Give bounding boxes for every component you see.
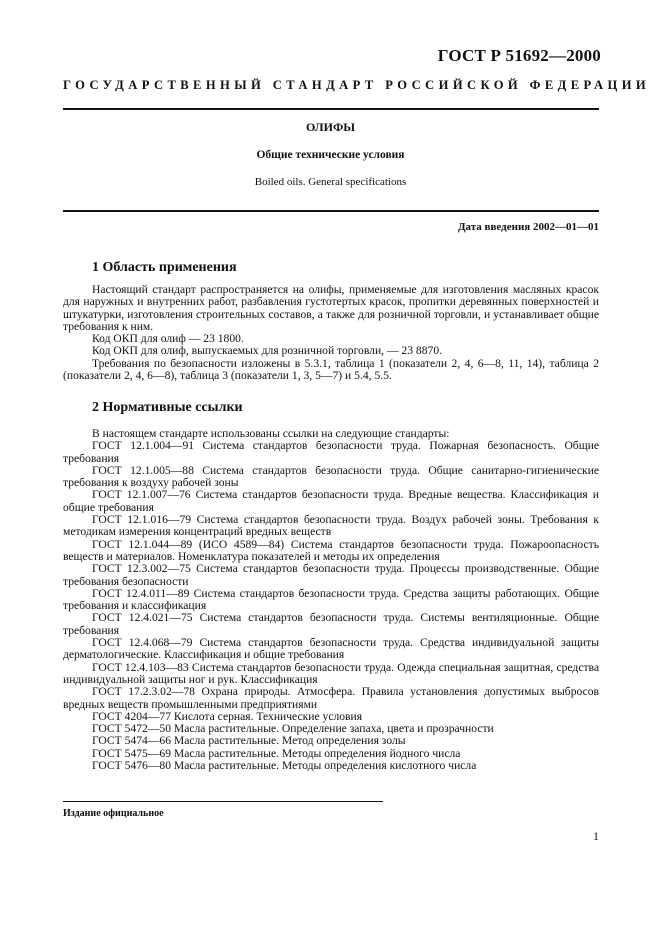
section-1-body xyxy=(63,284,599,382)
publication-note: Издание официальное xyxy=(63,808,164,819)
reference-item: ГОСТ 17.2.3.02—78 Охрана природы. Атмосфера. Правила установления допустимых выбросов вредных веществ промышленными предприятиями xyxy=(63,685,599,711)
title-divider xyxy=(63,210,599,212)
introduction-date: Дата введения 2002—01—01 xyxy=(457,221,599,233)
reference-item: ГОСТ 12.3.002—75 Система стандартов безопасности труда. Процессы производственные. Общие требования безопасности xyxy=(63,562,599,588)
reference-item: В настоящем стандарте использованы ссылки на следующие стандарты: xyxy=(92,427,450,440)
paragraph: Настоящий стандарт распространяется на олифы, применяемые для изготовления масляных красок для наружных и внутренних работ, разбавления густотертых красок, пропитки деревянных поверхностей и штукатурки, изготовления строительных составов, а также для розничной торговли, и устанавливает общие требования к ним. xyxy=(63,283,599,333)
document-code: ГОСТ Р 51692—2000 xyxy=(437,46,601,65)
page-number: 1 xyxy=(593,829,599,843)
reference-item: ГОСТ 12.1.005—88 Система стандартов безопасности труда. Общие санитарно-гигиенические требования к воздуху рабочей зоны xyxy=(63,463,599,490)
paragraph: Код ОКП для олиф, выпускаемых для розничной торговли, — 23 8870. xyxy=(92,344,443,358)
reference-item: ГОСТ 4204—77 Кислота серная. Технические условия xyxy=(92,709,363,723)
reference-item: ГОСТ 5474—66 Масла растительные. Метод определения золы xyxy=(92,734,406,748)
paragraph: Требования по безопасности изложены в 5.3.1, таблица 1 (показатели 2, 4, 6—8, 11, 14), таблица 2 (показатели 2, 4, 6—8), таблица 3 (показатели 1, 3, 5—7) и 5.4, 5.5. xyxy=(63,356,599,383)
reference-item: ГОСТ 12.4.068—79 Система стандартов безопасности труда. Средства индивидуальной защиты дерматологические. Классификация и общие требования xyxy=(63,636,599,662)
reference-item: ГОСТ 12.4.021—75 Система стандартов безопасности труда. Системы вентиляционные. Общие требования xyxy=(63,611,599,637)
reference-item: ГОСТ 12.1.004—91 Система стандартов безопасности труда. Пожарная безопасность. Общие требования xyxy=(63,439,599,465)
section-2-body xyxy=(63,428,599,772)
reference-item: ГОСТ 5476—80 Масла растительные. Методы определения кислотного числа xyxy=(92,759,477,773)
header-divider xyxy=(63,108,599,110)
document-subtitle: Общие технические условия xyxy=(256,149,405,161)
paragraph: Код ОКП для олиф — 23 1800. xyxy=(92,332,244,346)
section-1-heading: 1 Область применения xyxy=(92,260,237,275)
footer-divider xyxy=(63,801,383,802)
reference-item: ГОСТ 5475—69 Масла растительные. Методы определения йодного числа xyxy=(92,746,461,760)
reference-item: ГОСТ 12.1.016—79 Система стандартов безопасности труда. Воздух рабочей зоны. Требования к методикам измерения концентраций вредных веществ xyxy=(63,513,599,539)
reference-item: ГОСТ 12.1.044—89 (ИСО 4589—84) Система стандартов безопасности труда. Пожароопасность веществ и материалов. Номенклатура показателей и методы их определения xyxy=(63,537,599,563)
document-title: ОЛИФЫ xyxy=(305,120,356,134)
state-standard-heading: ГОСУДАРСТВЕННЫЙ СТАНДАРТ РОССИЙСКОЙ ФЕДЕРАЦИИ xyxy=(63,78,651,92)
english-title: Boiled oils. General specifications xyxy=(254,176,407,188)
reference-item: ГОСТ 12.4.103—83 Система стандартов безопасности труда. Одежда специальная защитная, средства индивидуальной защиты ног и рук. Классификация xyxy=(63,660,599,686)
reference-item: ГОСТ 12.4.011—89 Система стандартов безопасности труда. Средства защиты работающих. Общие требования и классификация xyxy=(63,586,599,613)
reference-item: ГОСТ 5472—50 Масла растительные. Определение запаха, цвета и прозрачности xyxy=(92,722,494,736)
reference-item: ГОСТ 12.1.007—76 Система стандартов безопасности труда. Вредные вещества. Классификация и общие требования xyxy=(63,488,599,514)
section-2-heading: 2 Нормативные ссылки xyxy=(92,400,243,415)
